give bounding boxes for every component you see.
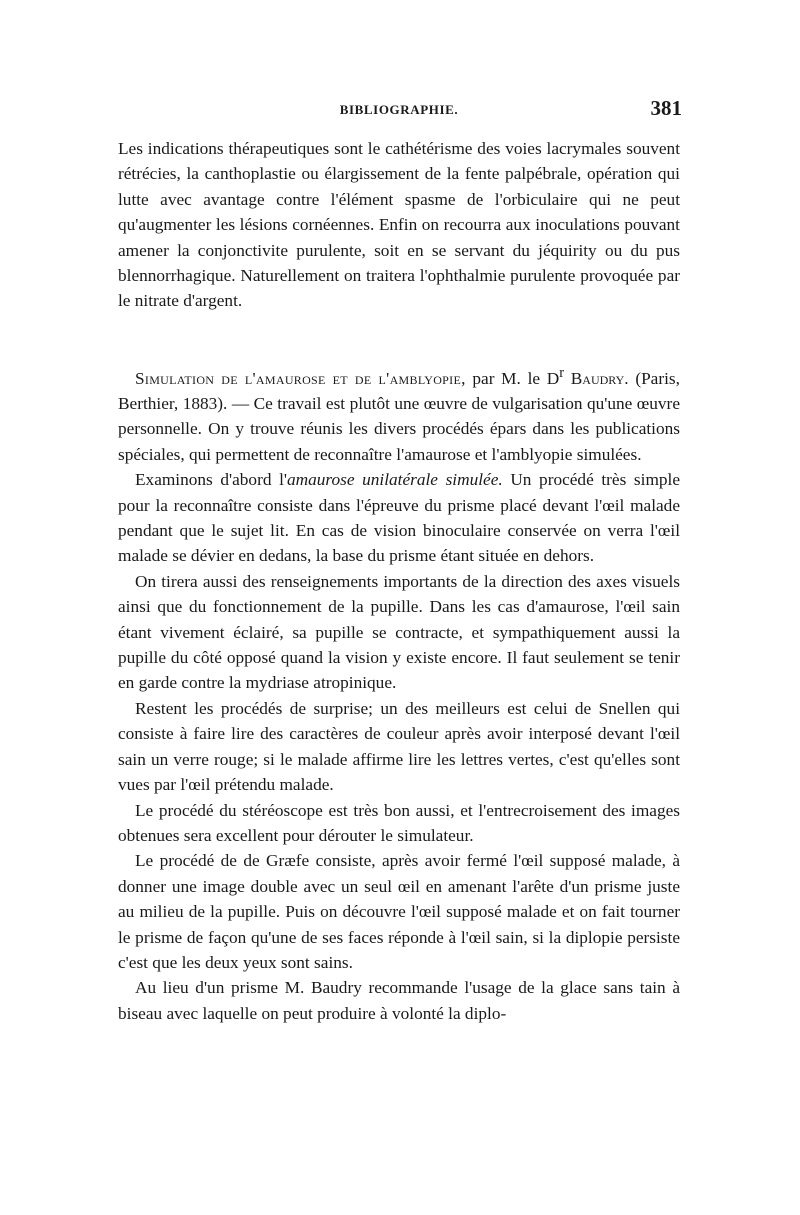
page-number: 381 [650, 96, 682, 120]
doctor-superscript: r [559, 364, 565, 381]
prism-test-italic: amaurose unilatérale simulée. [287, 470, 503, 490]
book-page [118, 96, 680, 1026]
paragraph-therapeutic-indications: Les indications thérapeutiques sont le cathétérisme des voies lacrymales souvent rétrécies, la canthoplastie ou élargissement de la fente palpébrale, opération qui lutte avec avantage contre l'élément spasme de l'orbiculaire qui ne peut qu'augmenter les lésions cornéennes. Enfin on recourra aux inoculations pouvant amener la conjonctivite purulente, soit en se servant du jéquirity ou du pus blennorrhagique. Naturellement on traitera l'ophthalmie purulente provoquée par le nitrate d'argent. [118, 139, 680, 311]
review-intro-text: (Paris, Berthier, 1883). — Ce travail est plutôt une œuvre de vulgarisation qu'une œuvre personnelle. On y trouve réunis les divers procédés épars dans les publications spéciales, qui permettent de reconnaître l'amaurose et l'amblyopie simulées. [118, 368, 680, 464]
prism-test-start: Examinons d'abord l' [135, 470, 287, 490]
paragraph-review-heading [118, 361, 680, 467]
section-gap [118, 314, 680, 361]
running-head [118, 96, 680, 122]
review-by: par M. le D [465, 368, 560, 388]
running-title: BIBLIOGRAPHIE. [339, 102, 459, 117]
paragraph-pupil: On tirera aussi des renseignements importants de la direction des axes visuels ainsi que du fonctionnement de la pupille. Dans les cas d'amaurose, l'œil sain étant vivement éclairé, sa pupille se contracte, et sympathiquement aussi la pupille du côté opposé quand la vision y existe encore. Il faut seulement se tenir en garde contre la mydriase atropinique. [118, 571, 680, 693]
paragraph-surprise-methods: Restent les procédés de surprise; un des meilleurs est celui de Snellen qui consiste à faire lire des caractères de couleur après avoir interposé devant l'œil sain un verre rouge; si le malade affirme lire les lettres vertes, c'est qu'elles sont vues par l'œil prétendu malade. [118, 698, 680, 795]
review-author: Baudry. [564, 368, 629, 388]
paragraph-prism-test [118, 467, 680, 569]
paragraph-graefe: Le procédé de de Græfe consiste, après avoir fermé l'œil supposé malade, à donner une image double avec un seul œil en amenant l'arête d'un prisme juste au milieu de la pupille. Puis on découvre l'œil supposé malade et on fait tourner le prisme de façon qu'une de ses faces réponde à l'œil sain, si la diplopie persiste c'est que les deux yeux sont sains. [118, 851, 680, 972]
prism-test-rest: Un procédé très simple pour la reconnaître consiste dans l'épreuve du prisme placé devant l'œil malade pendant que le sujet lit. En cas de vision binoculaire conservée on verra l'œil malade se dévier en dedans, la base du prisme étant située en dehors. [118, 470, 680, 566]
paragraph-glass: Au lieu d'un prisme M. Baudry recommande l'usage de la glace sans tain à biseau avec laquelle on peut produire à volonté la diplo- [118, 978, 680, 1023]
paragraph-stereoscope: Le procédé du stéréoscope est très bon aussi, et l'entrecroisement des images obtenues sera excellent pour dérouter le simulateur. [118, 800, 680, 845]
review-title: Simulation de l'amaurose et de l'amblyopie, [135, 368, 466, 388]
